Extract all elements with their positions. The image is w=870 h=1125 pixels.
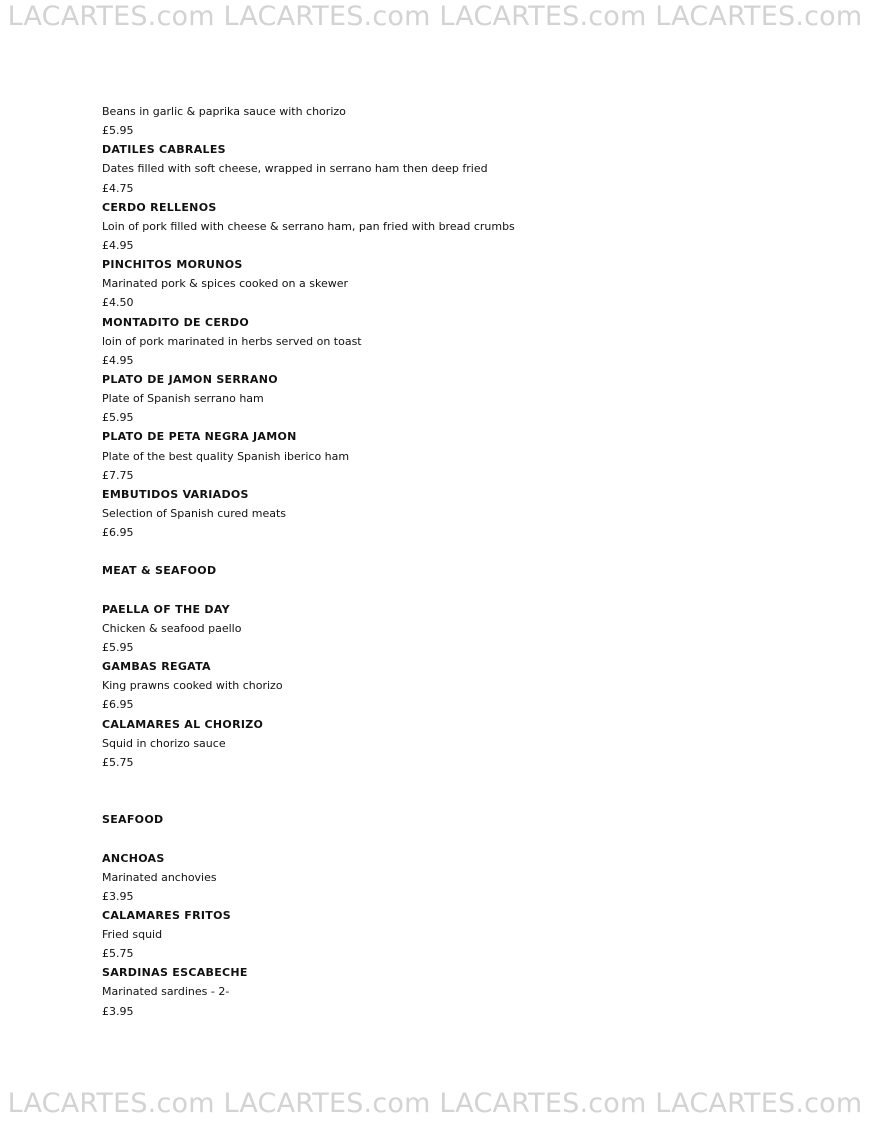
menu-item (102, 198, 802, 255)
menu-item (102, 600, 802, 657)
item-description: Beans in garlic & paprika sauce with chorizo (102, 105, 346, 118)
item-name: PLATO DE JAMON SERRANO (102, 372, 278, 386)
item-description: Marinated anchovies (102, 870, 217, 884)
item-price: £6.95 (102, 698, 134, 712)
watermark-bottom: LACARTES.com LACARTES.com LACARTES.com LACARTES.com (7, 1088, 863, 1119)
item-name: ANCHOAS (102, 851, 165, 865)
menu-item (102, 255, 802, 312)
item-description: Plate of the best quality Spanish iberico ham (102, 449, 350, 463)
item-price: £4.95 (102, 353, 134, 367)
menu-item (102, 849, 802, 906)
item-name: CERDO RELLENOS (102, 200, 217, 214)
watermark-top: LACARTES.com LACARTES.com LACARTES.com LACARTES.com (7, 1, 863, 32)
item-description: Fried squid (102, 928, 163, 942)
menu-item (102, 313, 802, 370)
item-name: PLATO DE PETA NEGRA JAMON (102, 430, 297, 444)
spacer (102, 581, 802, 600)
item-price: £5.95 (102, 411, 134, 425)
item-price: £5.75 (102, 755, 134, 769)
spacer (102, 772, 802, 810)
item-name: MONTADITO DE CERDO (102, 315, 249, 329)
menu-item (102, 370, 802, 427)
spacer (102, 829, 802, 848)
item-name: DATILES CABRALES (102, 143, 226, 157)
menu-item (102, 427, 802, 484)
item-description: Squid in chorizo sauce (102, 736, 226, 750)
menu-item (102, 906, 802, 963)
item-description: Plate of Spanish serrano ham (102, 392, 264, 406)
menu-item (102, 715, 802, 772)
item-description: Dates filled with soft cheese, wrapped in serrano ham then deep fried (102, 162, 488, 176)
menu-item (102, 485, 802, 542)
item-price: £5.95 (102, 640, 134, 654)
item-price: £7.75 (102, 468, 134, 482)
item-name: EMBUTIDOS VARIADOS (102, 487, 249, 501)
spacer (102, 542, 802, 561)
item-name: CALAMARES AL CHORIZO (102, 717, 264, 731)
section-title-seafood: SEAFOOD (102, 813, 164, 827)
item-description: Selection of Spanish cured meats (102, 506, 287, 520)
menu-item (102, 657, 802, 714)
item-price: £6.95 (102, 526, 134, 540)
item-name: GAMBAS REGATA (102, 660, 211, 674)
menu-page (102, 102, 802, 1021)
item-description: Marinated pork & spices cooked on a skewer (102, 277, 349, 291)
item-name: CALAMARES FRITOS (102, 908, 231, 922)
item-description: Marinated sardines - 2- (102, 985, 230, 999)
menu-item-continued (102, 102, 802, 140)
section-title-meat-seafood: MEAT & SEAFOOD (102, 564, 217, 578)
item-price: £3.95 (102, 889, 134, 903)
item-name: PINCHITOS MORUNOS (102, 258, 243, 272)
item-price: £4.95 (102, 238, 134, 252)
item-price: £4.50 (102, 296, 134, 310)
item-price: £5.75 (102, 947, 134, 961)
item-price: £5.95 (102, 124, 134, 138)
item-description: King prawns cooked with chorizo (102, 679, 283, 693)
item-name: PAELLA OF THE DAY (102, 602, 230, 616)
item-price: £3.95 (102, 1004, 134, 1018)
item-description: Loin of pork filled with cheese & serrano ham, pan fried with bread crumbs (102, 219, 515, 233)
menu-item (102, 140, 802, 197)
item-price: £4.75 (102, 181, 134, 195)
item-name: SARDINAS ESCABECHE (102, 966, 248, 980)
item-description: loin of pork marinated in herbs served on toast (102, 334, 362, 348)
menu-item (102, 963, 802, 1020)
item-description: Chicken & seafood paello (102, 621, 242, 635)
